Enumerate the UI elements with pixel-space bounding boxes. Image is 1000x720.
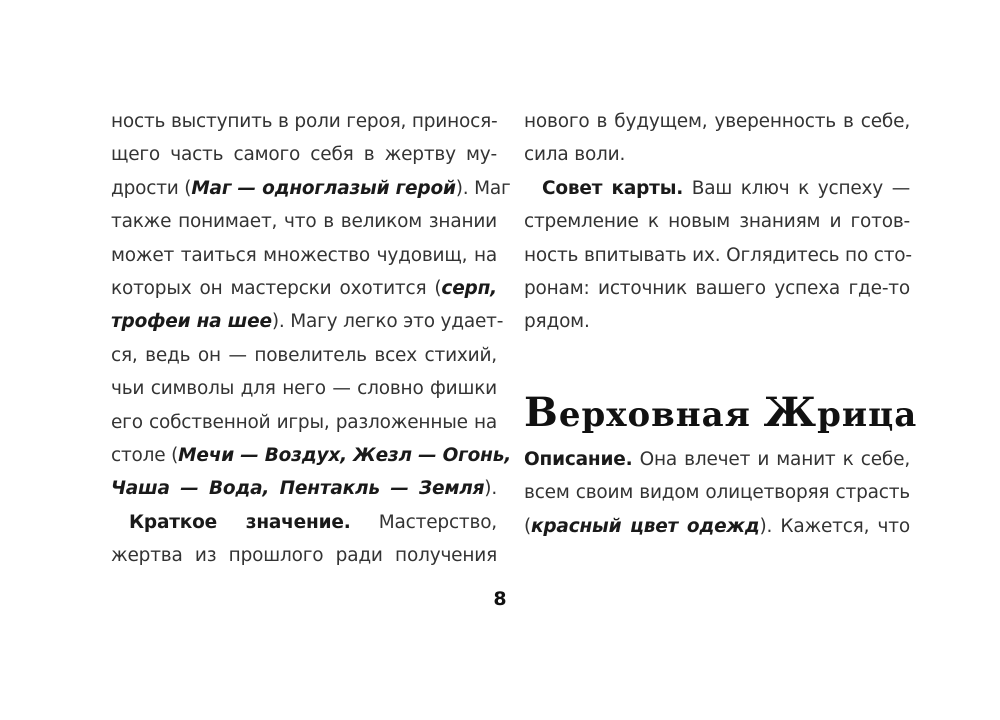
- text-fragment: Ваш ключ к успеху —: [683, 177, 911, 199]
- text-line: [524, 510, 910, 543]
- text-line: ность впитывать их. Оглядитесь по сто-: [524, 244, 912, 266]
- right-column: [524, 105, 918, 543]
- heading-initial: В: [524, 388, 559, 436]
- text-line: также понимает, что в великом знании: [111, 211, 497, 233]
- text-line: жертва из прошлого ради получения: [111, 545, 497, 567]
- text-line: его собственной игры, разложенные на: [111, 411, 497, 433]
- text-line: может таиться множество чудовищ, на: [111, 244, 497, 266]
- text-fragment: столе (: [111, 444, 179, 466]
- text-line: ронам: источник вашего успеха где-то: [524, 277, 910, 299]
- text-line: стремление к новым знаниям и готов-: [524, 211, 910, 233]
- text-line: чьи символы для него — словно фишки: [111, 378, 497, 400]
- text-line: [524, 443, 910, 476]
- text-line: ся, ведь он — повелитель всех стихий,: [111, 344, 497, 366]
- text-line: нового в будущем, уверенность в себе,: [524, 111, 910, 132]
- text-fragment: Она влечет и манит к себе,: [632, 448, 910, 470]
- section-label: Совет карты.: [542, 177, 684, 199]
- text-line: всем своим видом олицетворяя страсть: [524, 482, 910, 504]
- left-column: [111, 105, 512, 572]
- italic-emphasis: трофеи на шее: [111, 311, 272, 333]
- italic-emphasis: красный цвет одежд: [531, 515, 760, 537]
- text-line: сила воли.: [524, 144, 626, 166]
- text-fragment: Мастерство,: [350, 511, 497, 533]
- text-line: [111, 172, 511, 205]
- section-label: Описание.: [524, 448, 633, 470]
- page-number: 8: [493, 588, 507, 610]
- text-line: рядом.: [524, 311, 590, 333]
- section-heading: [524, 383, 918, 443]
- text-fragment: (: [524, 515, 532, 537]
- text-line: [111, 272, 497, 305]
- heading-text: рица: [817, 394, 918, 435]
- italic-emphasis: Маг — одноглазый герой: [191, 177, 456, 199]
- italic-emphasis: Чаша — Вода, Пентакль — Земля: [111, 478, 485, 500]
- text-line: [111, 472, 497, 505]
- text-line: [524, 172, 910, 205]
- italic-emphasis: Мечи — Воздух, Жезл — Огонь,: [178, 444, 512, 466]
- heading-initial: Ж: [763, 388, 818, 436]
- text-line: ность выступить в роли героя, принося-: [111, 111, 498, 132]
- text-line: [111, 305, 504, 338]
- text-fragment: ). Магу легко это удает-: [271, 311, 504, 333]
- section-label: Краткое значение.: [129, 511, 351, 533]
- text-fragment: ). Кажется, что: [759, 515, 910, 537]
- text-line: [111, 439, 512, 472]
- text-fragment: дрости (: [111, 177, 192, 199]
- section-spacer: [524, 339, 910, 383]
- text-fragment: ).: [484, 478, 497, 500]
- italic-emphasis: серп,: [441, 277, 497, 299]
- text-line: [111, 506, 497, 539]
- text-fragment: ). Маг: [455, 177, 511, 199]
- text-line: щего часть самого себя в жертву му-: [111, 144, 497, 166]
- heading-text: ерховная: [558, 394, 764, 435]
- text-fragment: которых он мастерски охотится (: [111, 277, 442, 299]
